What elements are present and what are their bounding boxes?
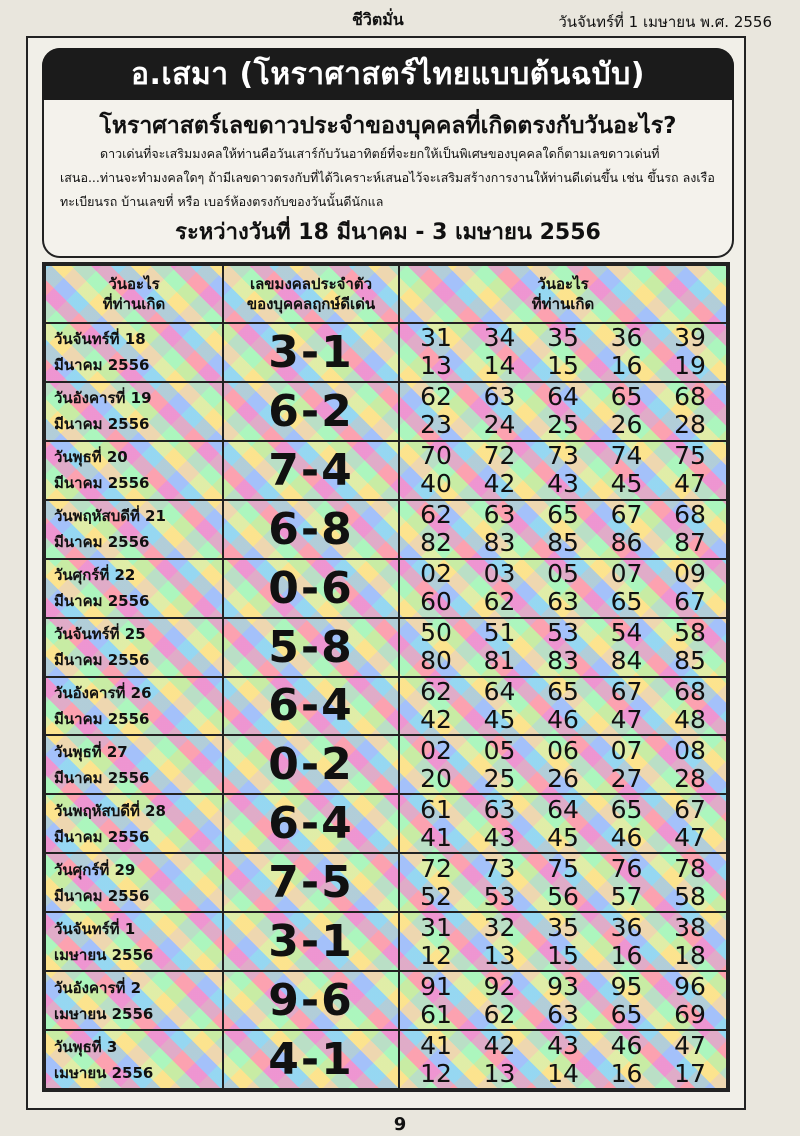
number-value: 57: [610, 881, 643, 911]
number-value: 16: [610, 940, 643, 970]
number-value: 41: [420, 822, 452, 852]
birth-day-label: วันพุธที่ 3: [54, 1037, 118, 1056]
lucky-number-table: [42, 262, 730, 1092]
number-value: 48: [674, 704, 706, 734]
numbers-cell: [399, 382, 727, 441]
birth-day-label: วันพฤหัสบดีที่ 21: [54, 507, 166, 526]
number-value: 73: [547, 441, 579, 471]
number-value: 32: [483, 912, 516, 942]
number-value: 25: [547, 410, 579, 440]
birth-day-cell: [45, 735, 223, 794]
number-row-top: [410, 796, 716, 824]
number-value: 92: [483, 971, 516, 1001]
page-subtitle: โหราศาสตร์เลขดาวประจำของบุคคลที่เกิดตรงกับวันอะไร?: [99, 113, 677, 139]
table-row: [45, 1030, 727, 1089]
header-birth-day-line2: ที่ท่านเกิด: [102, 295, 166, 313]
number-value: 83: [547, 646, 579, 676]
number-value: 68: [674, 676, 706, 706]
number-row-bottom: [410, 647, 716, 675]
number-value: 23: [420, 410, 452, 440]
number-row-bottom: [410, 824, 716, 852]
number-row-top: [410, 737, 716, 765]
number-value: 67: [610, 500, 643, 530]
number-value: 34: [483, 323, 516, 353]
number-value: 53: [483, 881, 516, 911]
number-value: 06: [547, 735, 579, 765]
number-row-bottom: [410, 529, 716, 557]
birth-day-cell: [45, 323, 223, 382]
birth-month-label: เมษายน 2556: [54, 1004, 154, 1023]
number-row-top: [410, 619, 716, 647]
number-value: 36: [610, 912, 643, 942]
number-value: 61: [420, 794, 452, 824]
numbers-cell: [399, 500, 727, 559]
birth-day-cell: [45, 794, 223, 853]
table-row: [45, 323, 727, 382]
birth-month-label: มีนาคม 2556: [54, 474, 150, 493]
number-value: 93: [547, 971, 579, 1001]
number-value: 47: [674, 822, 706, 852]
number-value: 96: [674, 971, 706, 1001]
birth-day-label: วันอังคารที่ 19: [54, 389, 152, 408]
birth-day-label: วันจันทร์ที่ 1: [54, 919, 136, 938]
number-value: 58: [674, 618, 706, 648]
birth-day-cell: [45, 1030, 223, 1089]
numbers-cell: [399, 441, 727, 500]
birth-day-label: วันอังคารที่ 2: [54, 978, 142, 997]
number-value: 12: [420, 940, 452, 970]
number-value: 65: [610, 794, 643, 824]
numbers-cell: [399, 735, 727, 794]
masthead: [0, 6, 800, 32]
number-row-bottom: [410, 883, 716, 911]
table-row: [45, 441, 727, 500]
birth-day-cell: [45, 441, 223, 500]
birth-day-cell: [45, 500, 223, 559]
birth-day-label: วันศุกร์ที่ 22: [54, 566, 136, 585]
header-numbers-line1: วันอะไร: [537, 275, 589, 293]
number-value: 60: [420, 587, 452, 617]
number-value: 46: [547, 704, 579, 734]
issue-date: วันจันทร์ที่ 1 เมษายน พ.ศ. 2556: [558, 13, 772, 31]
number-value: 63: [547, 587, 579, 617]
number-value: 35: [547, 912, 579, 942]
lucky-number: 6-2: [223, 382, 399, 441]
birth-day-cell: [45, 853, 223, 912]
birth-day-cell: [45, 677, 223, 736]
number-row-bottom: [410, 765, 716, 793]
numbers-cell: [399, 853, 727, 912]
number-row-top: [410, 383, 716, 411]
number-value: 47: [674, 1030, 706, 1060]
table-row: [45, 971, 727, 1030]
number-value: 38: [674, 912, 706, 942]
number-value: 61: [420, 999, 452, 1029]
number-value: 51: [483, 618, 516, 648]
numbers-cell: [399, 794, 727, 853]
number-value: 74: [610, 441, 643, 471]
number-value: 05: [483, 735, 516, 765]
number-value: 75: [674, 441, 706, 471]
lucky-number: 0-2: [223, 735, 399, 794]
lucky-number: 4-1: [223, 1030, 399, 1089]
number-value: 13: [483, 940, 516, 970]
number-value: 13: [483, 1058, 516, 1088]
number-value: 58: [674, 881, 706, 911]
birth-month-label: มีนาคม 2556: [54, 886, 150, 905]
number-value: 68: [674, 500, 706, 530]
number-value: 26: [610, 410, 643, 440]
number-value: 20: [420, 763, 452, 793]
birth-month-label: เมษายน 2556: [54, 945, 154, 964]
number-value: 67: [674, 794, 706, 824]
date-range: ระหว่างวันที่ 18 มีนาคม - 3 เมษายน 2556: [175, 220, 601, 245]
number-value: 05: [547, 559, 579, 589]
birth-day-label: วันพุธที่ 20: [54, 448, 128, 467]
publication-logo: ชีวิตมั่น: [352, 10, 404, 29]
number-row-bottom: [410, 942, 716, 970]
number-value: 83: [483, 528, 516, 558]
header-birth-day: [45, 265, 223, 323]
number-value: 45: [483, 704, 516, 734]
number-row-bottom: [410, 706, 716, 734]
number-value: 62: [420, 676, 452, 706]
lucky-number: 3-1: [223, 912, 399, 971]
table-row: [45, 735, 727, 794]
number-value: 64: [547, 794, 579, 824]
number-value: 17: [674, 1058, 706, 1088]
lucky-number: 7-4: [223, 441, 399, 500]
table-row: [45, 853, 727, 912]
number-value: 25: [483, 763, 516, 793]
number-row-bottom: [410, 411, 716, 439]
number-value: 69: [674, 999, 706, 1029]
number-value: 07: [610, 559, 643, 589]
number-row-top: [410, 1032, 716, 1060]
number-value: 63: [547, 999, 579, 1029]
number-value: 91: [420, 971, 452, 1001]
number-row-bottom: [410, 588, 716, 616]
lucky-number: 3-1: [223, 323, 399, 382]
numbers-cell: [399, 618, 727, 677]
number-value: 03: [483, 559, 516, 589]
page-number: 9: [393, 1114, 407, 1135]
number-value: 65: [547, 500, 579, 530]
table-row: [45, 912, 727, 971]
header-lucky-number: [223, 265, 399, 323]
number-value: 39: [674, 323, 706, 353]
number-value: 67: [610, 676, 643, 706]
number-row-top: [410, 560, 716, 588]
number-value: 45: [610, 469, 643, 499]
number-value: 24: [483, 410, 516, 440]
number-value: 73: [483, 853, 516, 883]
number-row-bottom: [410, 470, 716, 498]
number-value: 41: [420, 1030, 452, 1060]
number-value: 87: [674, 528, 706, 558]
number-value: 76: [610, 853, 643, 883]
number-value: 14: [547, 1058, 579, 1088]
numbers-cell: [399, 912, 727, 971]
number-value: 28: [674, 763, 706, 793]
number-value: 42: [483, 469, 516, 499]
number-value: 40: [420, 469, 452, 499]
birth-day-label: วันจันทร์ที่ 25: [54, 625, 146, 644]
birth-month-label: มีนาคม 2556: [54, 592, 150, 611]
table-row: [45, 559, 727, 618]
number-value: 15: [547, 940, 579, 970]
number-row-top: [410, 914, 716, 942]
header-birth-day-line1: วันอะไร: [108, 275, 160, 293]
number-value: 09: [674, 559, 706, 589]
number-value: 36: [610, 323, 643, 353]
number-value: 70: [420, 441, 452, 471]
number-value: 46: [610, 1030, 643, 1060]
table-header-row: [45, 265, 727, 323]
page-title: อ.เสมา (โหราศาสตร์ไทยแบบต้นฉบับ): [42, 48, 734, 100]
lucky-number: 6-8: [223, 500, 399, 559]
birth-day-cell: [45, 382, 223, 441]
table-row: [45, 382, 727, 441]
number-value: 78: [674, 853, 706, 883]
number-row-bottom: [410, 1001, 716, 1029]
header-lucky-number-line1: เลขมงคลประจำตัว: [249, 275, 373, 293]
number-value: 56: [547, 881, 579, 911]
birth-month-label: มีนาคม 2556: [54, 415, 150, 434]
number-value: 18: [674, 940, 706, 970]
birth-day-cell: [45, 618, 223, 677]
number-value: 19: [674, 351, 706, 381]
number-value: 85: [674, 646, 706, 676]
number-value: 62: [483, 999, 516, 1029]
number-value: 15: [547, 351, 579, 381]
number-value: 27: [610, 763, 643, 793]
birth-month-label: มีนาคม 2556: [54, 356, 150, 375]
number-value: 42: [483, 1030, 516, 1060]
number-value: 53: [547, 618, 579, 648]
number-value: 47: [610, 704, 643, 734]
number-row-top: [410, 973, 716, 1001]
birth-month-label: มีนาคม 2556: [54, 827, 150, 846]
birth-month-label: มีนาคม 2556: [54, 709, 150, 728]
number-value: 64: [483, 676, 516, 706]
number-value: 86: [610, 528, 643, 558]
number-value: 63: [483, 794, 516, 824]
lucky-number: 6-4: [223, 794, 399, 853]
number-value: 43: [483, 822, 516, 852]
number-value: 75: [547, 853, 579, 883]
birth-day-cell: [45, 971, 223, 1030]
lucky-number: 6-4: [223, 677, 399, 736]
number-value: 14: [483, 351, 516, 381]
lucky-number: 0-6: [223, 559, 399, 618]
description-paragraph: ดาวเด่นที่จะเสริมมงคลให้ท่านคือวันเสาร์กับวันอาทิตย์ที่จะยกให้เป็นพิเศษของบุคคลใดก็ตามเลขดาวเด่นที่เสนอ...ท่านจะทำมงคลใดๆ ถ้ามีเลขดาวตรงกับที่ได้วิเคราะห์เสนอไว้จะเสริมสร้างการงานให้ท่านดีเด่นขึ้น เช่น ขึ้นรถ ลงเรือ ทะเบียนรถ บ้านเลขที่ หรือ เบอร์ห้องตรงกับของวันนั้นดีนักแล: [60, 146, 715, 209]
number-value: 26: [547, 763, 579, 793]
number-value: 43: [547, 469, 579, 499]
number-value: 95: [610, 971, 643, 1001]
number-value: 80: [420, 646, 452, 676]
header-lucky-number-line2: ของบุคคลฤกษ์ดีเด่น: [246, 295, 376, 313]
number-value: 43: [547, 1030, 579, 1060]
number-value: 07: [610, 735, 643, 765]
number-value: 62: [420, 500, 452, 530]
birth-day-label: วันพุธที่ 27: [54, 742, 128, 761]
birth-day-label: วันอังคารที่ 26: [54, 683, 152, 702]
number-value: 63: [483, 500, 516, 530]
table-row: [45, 677, 727, 736]
numbers-cell: [399, 323, 727, 382]
number-value: 12: [420, 1058, 452, 1088]
number-value: 31: [420, 323, 452, 353]
number-value: 85: [547, 528, 579, 558]
header-numbers: [399, 265, 727, 323]
number-value: 42: [420, 704, 452, 734]
number-row-top: [410, 324, 716, 352]
number-value: 68: [674, 382, 706, 412]
number-value: 65: [610, 999, 643, 1029]
table-row: [45, 500, 727, 559]
numbers-cell: [399, 971, 727, 1030]
number-row-bottom: [410, 352, 716, 380]
birth-month-label: เมษายน 2556: [54, 1063, 154, 1082]
header-numbers-line2: ที่ท่านเกิด: [531, 295, 595, 313]
number-value: 65: [610, 382, 643, 412]
birth-day-label: วันศุกร์ที่ 29: [54, 860, 136, 879]
number-value: 08: [674, 735, 706, 765]
number-value: 63: [483, 382, 516, 412]
lucky-number: 7-5: [223, 853, 399, 912]
birth-day-cell: [45, 559, 223, 618]
number-value: 45: [547, 822, 579, 852]
number-value: 16: [610, 351, 643, 381]
number-value: 46: [610, 822, 643, 852]
number-value: 84: [610, 646, 643, 676]
number-value: 72: [483, 441, 516, 471]
number-value: 67: [674, 587, 706, 617]
number-value: 50: [420, 618, 452, 648]
number-value: 02: [420, 735, 452, 765]
birth-month-label: มีนาคม 2556: [54, 533, 150, 552]
number-row-top: [410, 855, 716, 883]
birth-month-label: มีนาคม 2556: [54, 768, 150, 787]
number-value: 72: [420, 853, 452, 883]
numbers-cell: [399, 1030, 727, 1089]
number-value: 31: [420, 912, 452, 942]
numbers-cell: [399, 677, 727, 736]
number-value: 28: [674, 410, 706, 440]
lucky-number: 9-6: [223, 971, 399, 1030]
birth-month-label: มีนาคม 2556: [54, 651, 150, 670]
number-value: 47: [674, 469, 706, 499]
number-value: 81: [483, 646, 516, 676]
number-value: 65: [610, 587, 643, 617]
number-row-bottom: [410, 1060, 716, 1088]
number-row-top: [410, 442, 716, 470]
number-value: 52: [420, 881, 452, 911]
number-value: 02: [420, 559, 452, 589]
number-value: 13: [420, 351, 452, 381]
birth-day-label: วันพฤหัสบดีที่ 28: [54, 801, 166, 820]
number-value: 54: [610, 618, 643, 648]
table-row: [45, 794, 727, 853]
number-value: 82: [420, 528, 452, 558]
birth-day-label: วันจันทร์ที่ 18: [54, 330, 146, 349]
number-value: 65: [547, 676, 579, 706]
numbers-cell: [399, 559, 727, 618]
birth-day-cell: [45, 912, 223, 971]
number-value: 35: [547, 323, 579, 353]
number-value: 64: [547, 382, 579, 412]
number-row-top: [410, 678, 716, 706]
lucky-number: 5-8: [223, 618, 399, 677]
table-row: [45, 618, 727, 677]
number-value: 62: [483, 587, 516, 617]
number-row-top: [410, 501, 716, 529]
number-value: 62: [420, 382, 452, 412]
number-value: 16: [610, 1058, 643, 1088]
